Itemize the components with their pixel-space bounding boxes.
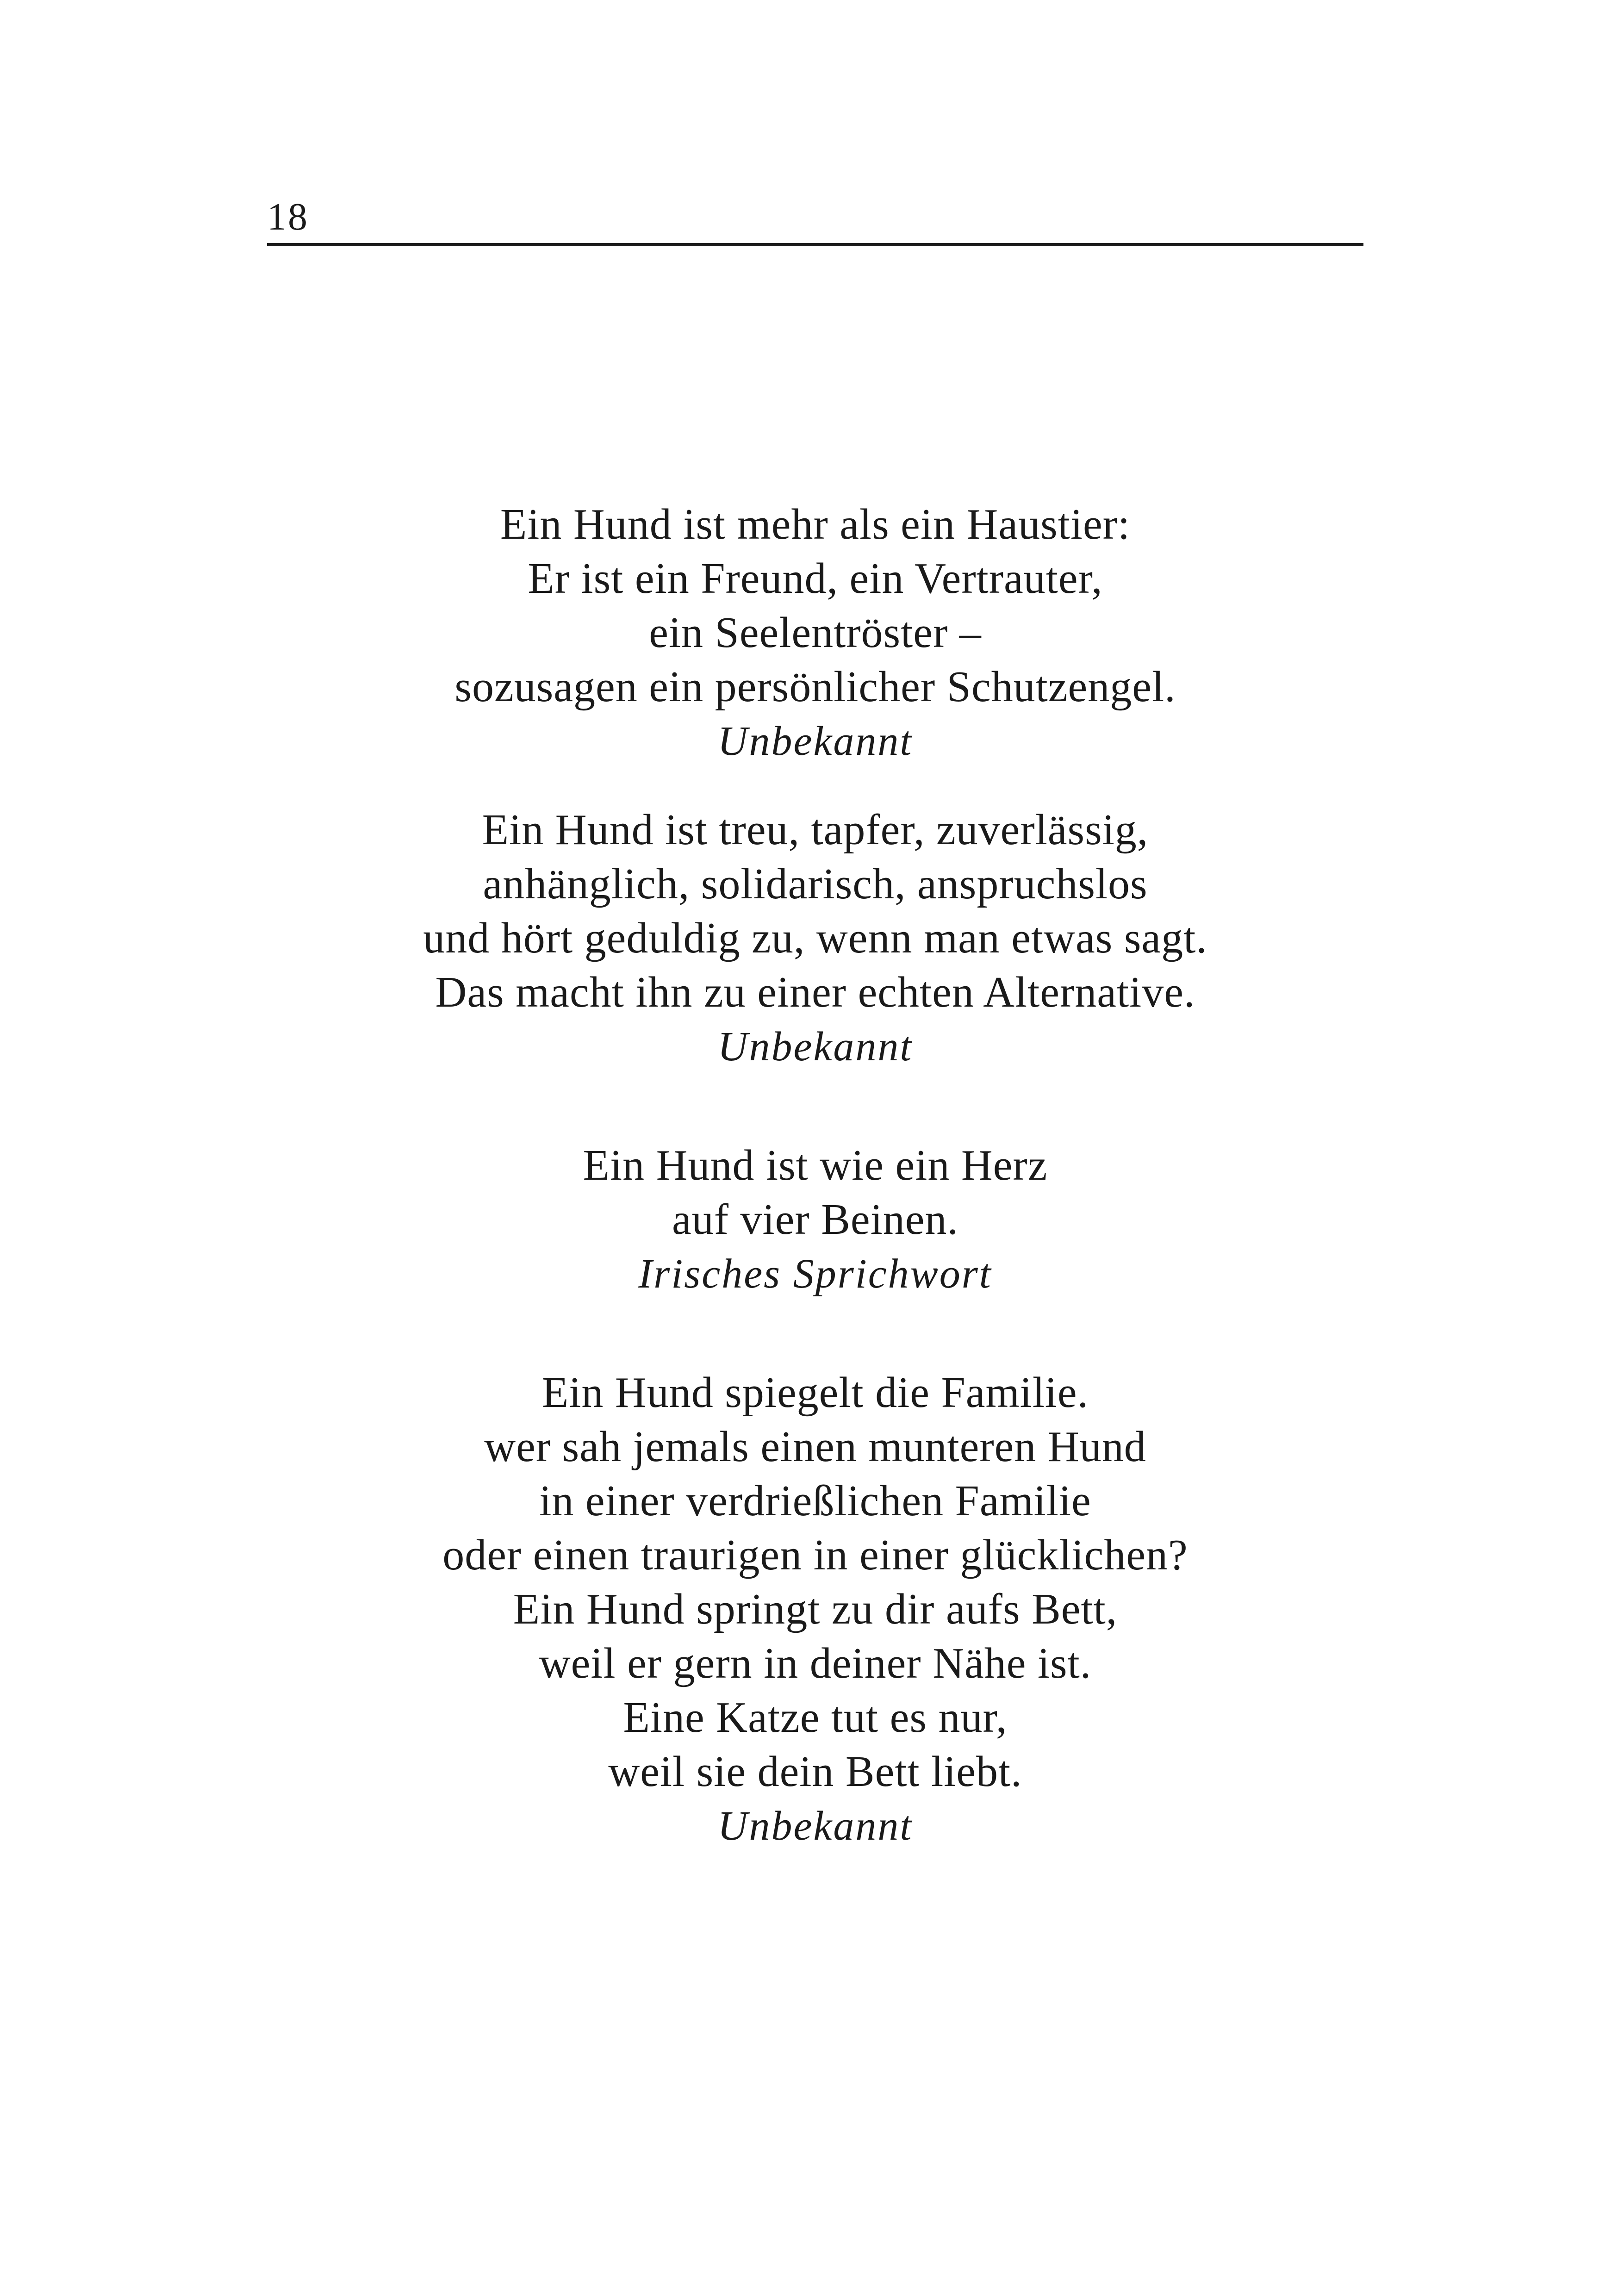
quote-source: Unbekannt — [717, 1024, 913, 1070]
quote-line: anhänglich, solidarisch, anspruchslos — [483, 860, 1148, 908]
quote-block — [267, 1366, 1363, 1853]
quote-line: weil er gern in deiner Nähe ist. — [539, 1639, 1092, 1687]
quote-line: Ein Hund spiegelt die Familie. — [541, 1369, 1089, 1417]
quote-line: Das macht ihn zu einer echten Alternative. — [435, 968, 1195, 1016]
quote-block — [267, 803, 1363, 1074]
page-number: 18 — [267, 195, 309, 238]
quote-block — [267, 498, 1363, 768]
quote-line: Ein Hund ist mehr als ein Haustier: — [500, 500, 1131, 548]
quote-block — [267, 1139, 1363, 1301]
page-header — [267, 180, 1363, 246]
quote-line: und hört geduldig zu, wenn man etwas sagt. — [423, 914, 1207, 962]
quote-source: Irisches Sprichwort — [638, 1251, 992, 1297]
quote-line: in einer verdrießlichen Familie — [539, 1477, 1091, 1525]
quote-line: Er ist ein Freund, ein Vertrauter, — [528, 554, 1103, 603]
quote-line: sozusagen ein persönlicher Schutzengel. — [454, 663, 1176, 711]
quote-line: Ein Hund ist treu, tapfer, zuverlässig, — [482, 806, 1149, 854]
quote-line: weil sie dein Bett liebt. — [608, 1748, 1022, 1796]
quote-collection — [267, 498, 1363, 1853]
quote-line: oder einen traurigen in einer glücklichen? — [442, 1531, 1188, 1579]
quote-source: Unbekannt — [717, 718, 913, 764]
quote-line: ein Seelentröster – — [649, 609, 982, 657]
quote-line: Ein Hund ist wie ein Herz — [583, 1141, 1048, 1189]
quote-line: wer sah jemals einen munteren Hund — [484, 1423, 1146, 1471]
quote-line: Eine Katze tut es nur, — [623, 1693, 1008, 1742]
quote-source: Unbekannt — [717, 1803, 913, 1849]
quote-line: auf vier Beinen. — [672, 1195, 958, 1244]
quote-line: Ein Hund springt zu dir aufs Bett, — [513, 1585, 1118, 1633]
